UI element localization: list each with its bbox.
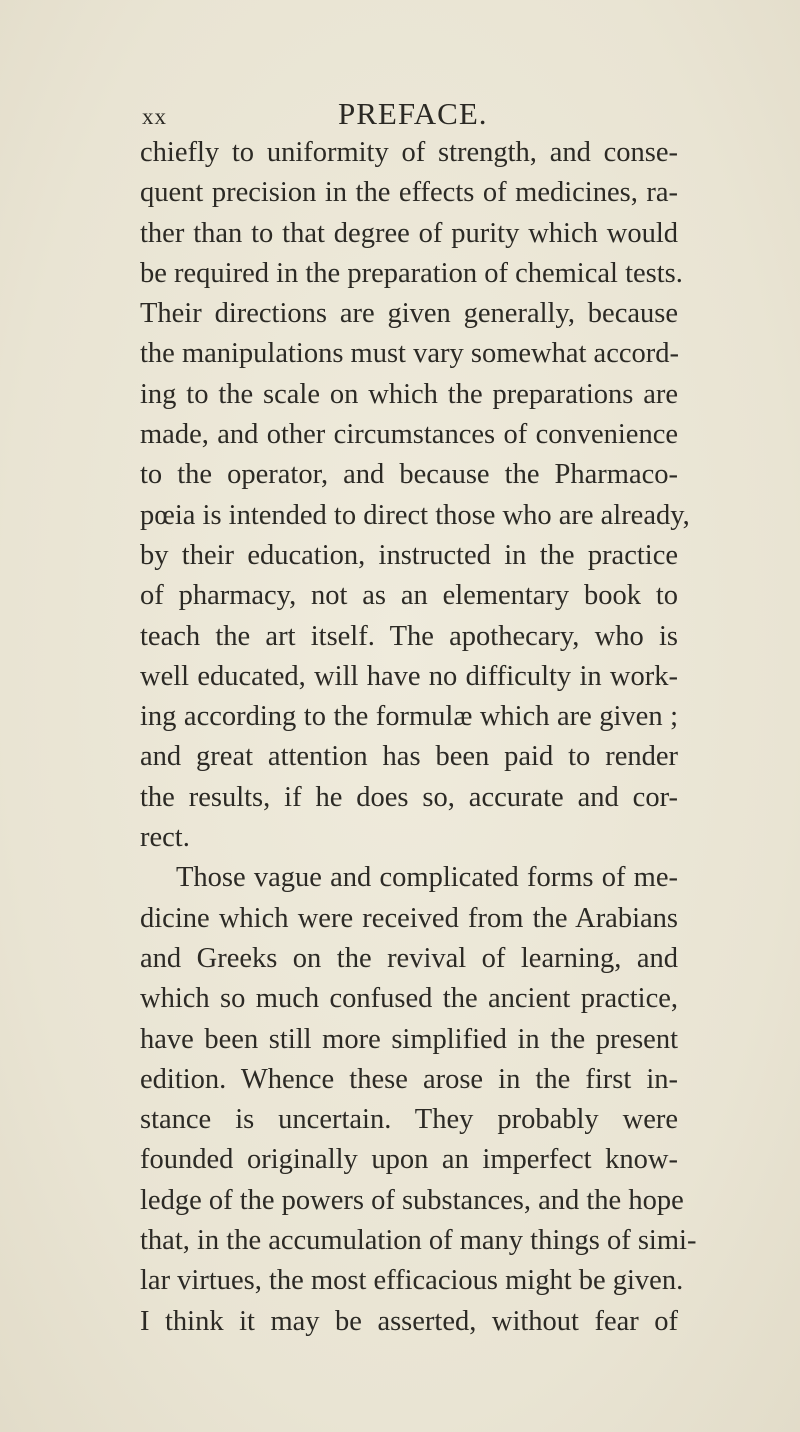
page-header <box>0 96 800 136</box>
text-line: Their directions are given generally, because <box>140 298 678 330</box>
text-line: to the operator, and because the Pharmaco- <box>140 459 678 491</box>
text-line: lar virtues, the most efficacious might be given. <box>140 1265 684 1297</box>
text-line: chiefly to uniformity of strength, and conse- <box>140 137 678 168</box>
paragraph-start-line: Those vague and complicated forms of me- <box>176 862 678 894</box>
text-line: edition. Whence these arose in the first in- <box>140 1063 678 1095</box>
text-line: have been still more simplified in the present <box>140 1023 678 1055</box>
text-line: and Greeks on the revival of learning, and <box>140 942 678 974</box>
text-line: I think it may be asserted, without fear of <box>140 1305 678 1337</box>
text-line: of pharmacy, not as an elementary book to <box>140 580 678 612</box>
text-line: stance is uncertain. They probably were <box>140 1104 678 1136</box>
text-line: and great attention has been paid to render <box>140 741 678 773</box>
text-line: be required in the preparation of chemical tests. <box>140 257 683 289</box>
text-line: made, and other circumstances of convenience <box>140 419 678 451</box>
text-line: pœia is intended to direct those who are already, <box>140 499 690 531</box>
text-line: ther than to that degree of purity which would <box>140 217 678 249</box>
text-line: which so much confused the ancient practice, <box>140 983 678 1015</box>
text-line: that, in the accumulation of many things of simi- <box>140 1225 697 1257</box>
text-line: quent precision in the effects of medicines, ra- <box>140 177 678 209</box>
text-line: the manipulations must vary somewhat accord- <box>140 338 679 370</box>
body-text <box>140 133 697 1342</box>
text-line: dicine which were received from the Arabians <box>140 902 678 934</box>
running-title: PREFACE. <box>338 96 488 131</box>
page-number: xx <box>142 104 167 129</box>
text-line: well educated, will have no difficulty in work- <box>140 660 678 692</box>
text-line: teach the art itself. The apothecary, who is <box>140 620 678 652</box>
paragraph-end-line: rect. <box>140 822 190 854</box>
text-line: by their education, instructed in the practice <box>140 539 678 571</box>
text-line: the results, if he does so, accurate and cor- <box>140 781 678 813</box>
text-line: ing according to the formulæ which are given ; <box>140 701 678 733</box>
text-line: ing to the scale on which the preparations are <box>140 378 678 410</box>
text-line: ledge of the powers of substances, and the hope <box>140 1184 684 1216</box>
text-line: founded originally upon an imperfect know- <box>140 1144 678 1176</box>
